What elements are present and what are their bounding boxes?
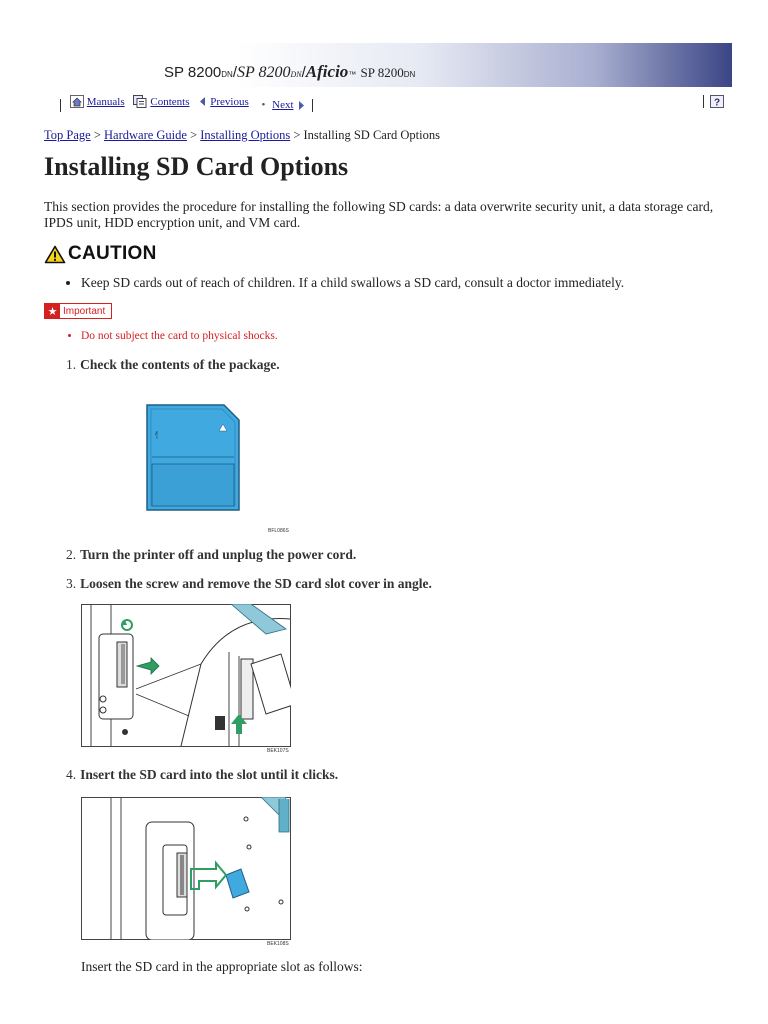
nav-dot: •: [261, 99, 266, 111]
contents-label: Contents: [150, 95, 190, 108]
important-label: Important: [63, 305, 106, 317]
important-item: • Do not subject the card to physical shocks.: [81, 330, 278, 342]
caution-heading: [44, 243, 157, 265]
remove-slot-cover-illustration: [81, 604, 291, 747]
contents-icon: [133, 95, 147, 108]
closing-text: Insert the SD card in the appropriate slot as follows:: [81, 959, 363, 974]
page-title: Installing SD Card Options: [44, 152, 349, 181]
breadcrumb-sep: >: [293, 128, 301, 142]
step-text: Turn the printer off and unplug the power cord.: [80, 547, 357, 562]
banner-title: SP 8200DN/SP 8200DN/Aficio™ SP 8200DN: [164, 62, 416, 81]
help-icon[interactable]: [710, 95, 724, 108]
remove-slot-cover-figure: [81, 604, 291, 756]
step-2: [66, 547, 356, 563]
step-number: 1.: [66, 357, 77, 372]
caution-item: • Keep SD cards out of reach of children. If a child swallows a SD card, consult a doctor immediately.: [81, 275, 624, 291]
figure-code: BEK107S: [267, 748, 289, 754]
insert-sd-card-figure: [81, 797, 291, 949]
step-1: [66, 357, 280, 373]
breadcrumb-sep: >: [93, 128, 101, 142]
caution-list: [64, 275, 624, 291]
step-4: [66, 767, 338, 783]
help-separator: [703, 95, 704, 108]
step-number: 3.: [66, 576, 77, 591]
figure-code: BFL086S: [268, 528, 289, 534]
next-arrow-icon: [297, 99, 306, 112]
previous-arrow-icon: [198, 95, 207, 108]
step-text: Loosen the screw and remove the SD card slot cover in angle.: [80, 576, 432, 591]
next-label: Next: [272, 99, 294, 111]
important-list: [64, 330, 278, 342]
insert-sd-card-illustration: [81, 797, 291, 940]
warning-triangle-icon: [44, 245, 66, 264]
breadcrumb-hardware-guide[interactable]: Hardware Guide: [104, 128, 187, 142]
manuals-label: Manuals: [86, 95, 125, 108]
figure-code: BEK108S: [267, 941, 289, 947]
next-link[interactable]: [272, 99, 305, 112]
step-number: 2.: [66, 547, 77, 562]
breadcrumb-sep: >: [190, 128, 198, 142]
step-text: Check the contents of the package.: [80, 357, 280, 372]
sd-card-illustration: [144, 402, 244, 515]
important-badge: [44, 303, 112, 319]
svg-text:?: ?: [713, 97, 721, 108]
breadcrumb: [44, 128, 440, 143]
previous-link[interactable]: [198, 95, 249, 108]
breadcrumb-installing-options[interactable]: Installing Options: [200, 128, 291, 142]
previous-label: Previous: [210, 95, 249, 108]
nav-bar: [44, 95, 732, 111]
nav-separator: [60, 99, 61, 112]
manuals-link[interactable]: [70, 95, 125, 108]
breadcrumb-current: Installing SD Card Options: [303, 128, 440, 142]
contents-link[interactable]: [133, 95, 189, 108]
star-icon: ★: [45, 304, 60, 318]
product-banner: [44, 43, 732, 87]
step-text: Insert the SD card into the slot until it clicks.: [80, 767, 339, 782]
intro-paragraph: This section provides the procedure for installing the following SD cards: a data overwrite security unit, a data storage card, IPDS unit, HDD encryption unit, and VM card.: [44, 199, 714, 230]
nav-separator: [312, 99, 313, 112]
caution-label: CAUTION: [68, 243, 157, 264]
breadcrumb-top-page[interactable]: Top Page: [44, 128, 91, 142]
step-number: 4.: [66, 767, 77, 782]
home-icon: [70, 95, 84, 108]
step-3: [66, 576, 432, 592]
sd-card-figure: [140, 400, 289, 538]
